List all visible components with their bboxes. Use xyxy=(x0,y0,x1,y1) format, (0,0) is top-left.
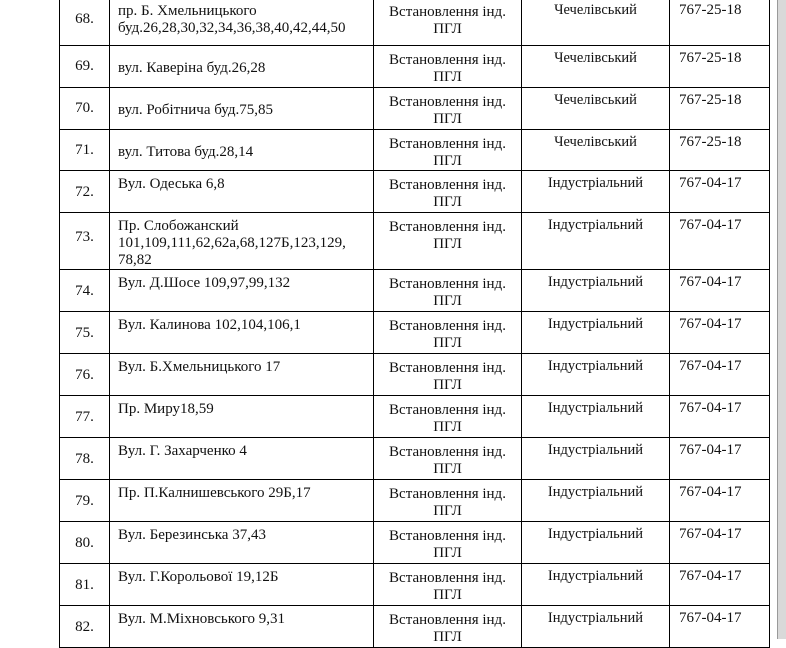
row-number: 79. xyxy=(60,480,110,522)
row-phone: 767-25-18 xyxy=(670,88,770,130)
row-number: 69. xyxy=(60,46,110,88)
address-table xyxy=(59,0,770,648)
row-work-type: Встановлення інд. ПГЛ xyxy=(374,0,522,46)
row-address: вул. Каверіна буд.26,28 xyxy=(110,46,374,88)
row-address: Вул. М.Міхновського 9,31 xyxy=(110,606,374,648)
row-number: 74. xyxy=(60,270,110,312)
row-number: 82. xyxy=(60,606,110,648)
row-district: Індустріальний xyxy=(522,312,670,354)
row-phone: 767-04-17 xyxy=(670,312,770,354)
row-phone: 767-04-17 xyxy=(670,354,770,396)
row-district: Індустріальний xyxy=(522,270,670,312)
row-district: Індустріальний xyxy=(522,606,670,648)
row-district: Індустріальний xyxy=(522,480,670,522)
row-address: Пр. Миру18,59 xyxy=(110,396,374,438)
row-district: Індустріальний xyxy=(522,438,670,480)
table-row xyxy=(60,213,770,270)
row-work-type: Встановлення інд. ПГЛ xyxy=(374,312,522,354)
table-row xyxy=(60,354,770,396)
row-phone: 767-04-17 xyxy=(670,480,770,522)
row-district: Індустріальний xyxy=(522,171,670,213)
table-row xyxy=(60,0,770,46)
row-work-type: Встановлення інд. ПГЛ xyxy=(374,88,522,130)
row-phone: 767-04-17 xyxy=(670,171,770,213)
table-row xyxy=(60,396,770,438)
row-address: вул. Робітнича буд.75,85 xyxy=(110,88,374,130)
row-number: 72. xyxy=(60,171,110,213)
row-phone: 767-04-17 xyxy=(670,522,770,564)
row-work-type: Встановлення інд. ПГЛ xyxy=(374,46,522,88)
row-district: Індустріальний xyxy=(522,522,670,564)
row-work-type: Встановлення інд. ПГЛ xyxy=(374,606,522,648)
row-number: 73. xyxy=(60,213,110,270)
row-district: Чечелівський xyxy=(522,130,670,171)
table-row xyxy=(60,46,770,88)
row-phone: 767-04-17 xyxy=(670,213,770,270)
row-phone: 767-25-18 xyxy=(670,130,770,171)
row-address: Вул. Г. Захарченко 4 xyxy=(110,438,374,480)
row-work-type: Встановлення інд. ПГЛ xyxy=(374,438,522,480)
row-district: Чечелівський xyxy=(522,46,670,88)
row-work-type: Встановлення інд. ПГЛ xyxy=(374,130,522,171)
row-number: 70. xyxy=(60,88,110,130)
row-number: 81. xyxy=(60,564,110,606)
table-row xyxy=(60,312,770,354)
row-phone: 767-04-17 xyxy=(670,564,770,606)
row-address: Вул. Д.Шосе 109,97,99,132 xyxy=(110,270,374,312)
table-row xyxy=(60,522,770,564)
row-phone: 767-25-18 xyxy=(670,0,770,46)
row-address: Вул. Б.Хмельницького 17 xyxy=(110,354,374,396)
row-number: 71. xyxy=(60,130,110,171)
row-work-type: Встановлення інд. ПГЛ xyxy=(374,354,522,396)
row-work-type: Встановлення інд. ПГЛ xyxy=(374,270,522,312)
row-number: 76. xyxy=(60,354,110,396)
row-district: Індустріальний xyxy=(522,564,670,606)
row-district: Індустріальний xyxy=(522,354,670,396)
row-phone: 767-04-17 xyxy=(670,270,770,312)
table-row xyxy=(60,130,770,171)
table-row xyxy=(60,480,770,522)
row-phone: 767-04-17 xyxy=(670,606,770,648)
row-phone: 767-04-17 xyxy=(670,438,770,480)
row-district: Чечелівський xyxy=(522,0,670,46)
row-work-type: Встановлення інд. ПГЛ xyxy=(374,396,522,438)
row-work-type: Встановлення інд. ПГЛ xyxy=(374,171,522,213)
row-address: Вул. Березинська 37,43 xyxy=(110,522,374,564)
row-district: Чечелівський xyxy=(522,88,670,130)
table-row xyxy=(60,564,770,606)
row-district: Індустріальний xyxy=(522,396,670,438)
row-address: Вул. Одеська 6,8 xyxy=(110,171,374,213)
row-number: 75. xyxy=(60,312,110,354)
row-work-type: Встановлення інд. ПГЛ xyxy=(374,564,522,606)
row-work-type: Встановлення інд. ПГЛ xyxy=(374,522,522,564)
row-address: вул. Титова буд.28,14 xyxy=(110,130,374,171)
table-row xyxy=(60,88,770,130)
table-row xyxy=(60,171,770,213)
row-work-type: Встановлення інд. ПГЛ xyxy=(374,213,522,270)
page-edge xyxy=(777,0,786,639)
row-address: Пр. П.Калнишевського 29Б,17 xyxy=(110,480,374,522)
table-row xyxy=(60,438,770,480)
row-district: Індустріальний xyxy=(522,213,670,270)
row-work-type: Встановлення інд. ПГЛ xyxy=(374,480,522,522)
row-phone: 767-04-17 xyxy=(670,396,770,438)
table-row xyxy=(60,270,770,312)
row-address: Вул. Г.Корольової 19,12Б xyxy=(110,564,374,606)
row-address: пр. Б. Хмельницького буд.26,28,30,32,34,36,38,40,42,44,50 xyxy=(110,0,374,46)
table-row xyxy=(60,606,770,648)
row-number: 68. xyxy=(60,0,110,46)
row-number: 80. xyxy=(60,522,110,564)
row-address: Вул. Калинова 102,104,106,1 xyxy=(110,312,374,354)
row-number: 77. xyxy=(60,396,110,438)
row-number: 78. xyxy=(60,438,110,480)
row-address: Пр. Слобожанский 101,109,111,62,62а,68,127Б,123,129, 78,82 xyxy=(110,213,374,270)
row-phone: 767-25-18 xyxy=(670,46,770,88)
